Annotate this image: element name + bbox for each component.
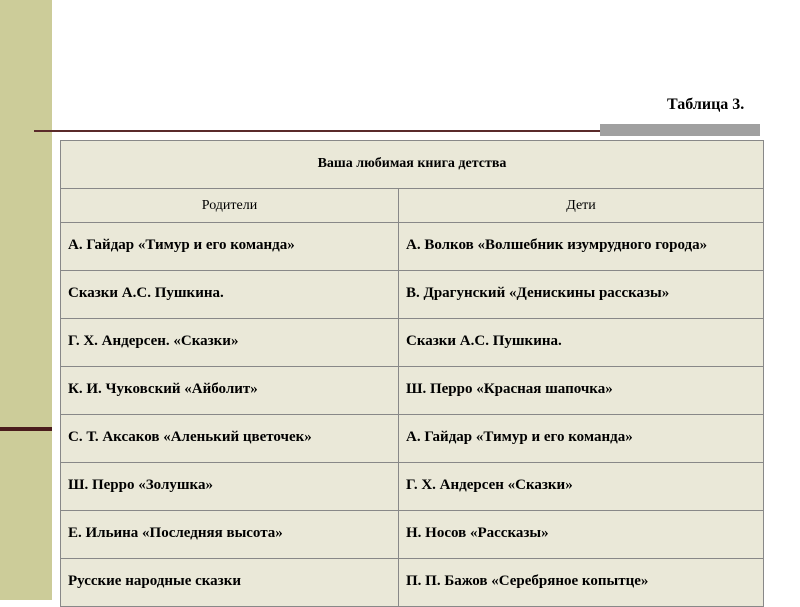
side-decor-accent xyxy=(0,427,52,431)
table-row xyxy=(61,415,764,463)
cell-children: Ш. Перро «Красная шапочка» xyxy=(399,367,764,415)
header-parents: Родители xyxy=(61,189,399,223)
cell-parents: Русские народные сказки xyxy=(61,559,399,607)
cell-parents: Ш. Перро «Золушка» xyxy=(61,463,399,511)
table-row xyxy=(61,463,764,511)
header-children: Дети xyxy=(399,189,764,223)
table-caption: Таблица 3. xyxy=(667,96,745,113)
cell-children: В. Драгунский «Денискины рассказы» xyxy=(399,271,764,319)
title-rule-block xyxy=(600,124,760,136)
side-decor-bar xyxy=(0,0,52,600)
table-row xyxy=(61,271,764,319)
table-row xyxy=(61,511,764,559)
table-row xyxy=(61,559,764,607)
table-row xyxy=(61,319,764,367)
cell-parents: С. Т. Аксаков «Аленький цветочек» xyxy=(61,415,399,463)
cell-children: П. П. Бажов «Серебряное копытце» xyxy=(399,559,764,607)
cell-children: Сказки А.С. Пушкина. xyxy=(399,319,764,367)
books-table xyxy=(60,140,764,607)
cell-children: А. Волков «Волшебник изумрудного города» xyxy=(399,223,764,271)
table-title: Ваша любимая книга детства xyxy=(61,141,764,189)
cell-parents: А. Гайдар «Тимур и его команда» xyxy=(61,223,399,271)
cell-parents: Е. Ильина «Последняя высота» xyxy=(61,511,399,559)
title-rule xyxy=(34,130,600,132)
cell-children: А. Гайдар «Тимур и его команда» xyxy=(399,415,764,463)
cell-parents: Сказки А.С. Пушкина. xyxy=(61,271,399,319)
table-row xyxy=(61,223,764,271)
table-title-row xyxy=(61,141,764,189)
cell-children: Г. Х. Андерсен «Сказки» xyxy=(399,463,764,511)
cell-parents: К. И. Чуковский «Айболит» xyxy=(61,367,399,415)
table-header-row xyxy=(61,189,764,223)
cell-children: Н. Носов «Рассказы» xyxy=(399,511,764,559)
cell-parents: Г. Х. Андерсен. «Сказки» xyxy=(61,319,399,367)
table-row xyxy=(61,367,764,415)
